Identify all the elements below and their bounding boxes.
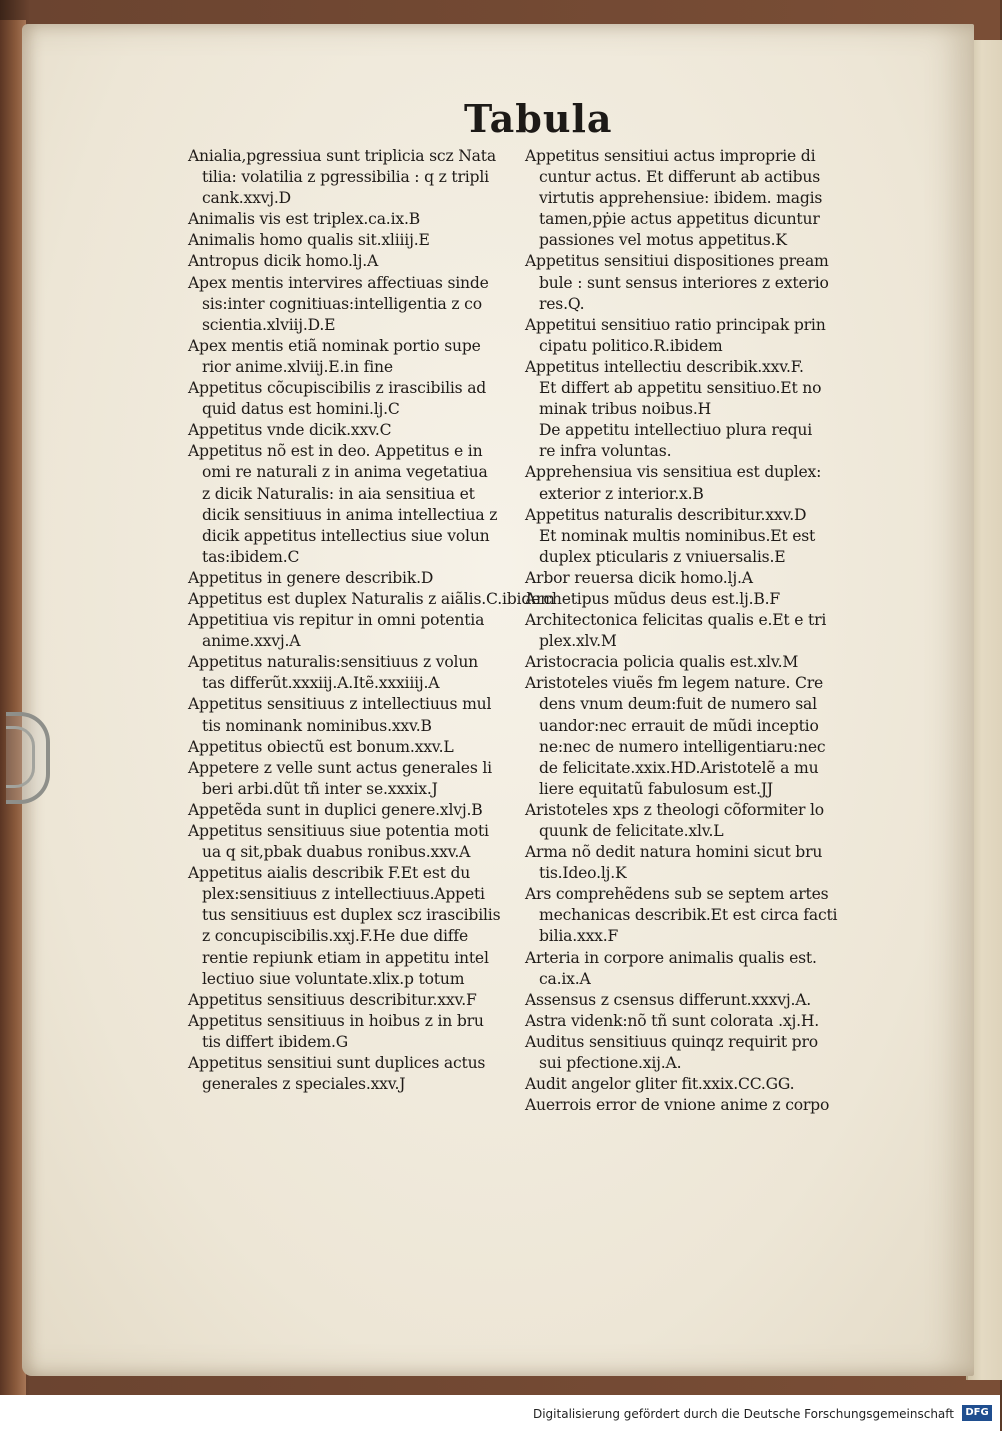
- index-entry: [188, 737, 518, 758]
- index-entry-line: virtutis apprehensiue: ibidem. magis: [539, 189, 823, 208]
- index-entry-line: dicik appetitus intellectius siue volun: [202, 526, 490, 545]
- index-entry-line: ua q sit,pbak duabus ronibus.xxv.A: [202, 843, 471, 862]
- index-entry: [525, 568, 865, 589]
- index-entry-line: Animalis vis est triplex.ca.ix.B: [188, 210, 420, 229]
- index-entry-line: Appetitus sensitiuus z intellectiuus mul: [188, 695, 492, 714]
- index-entry-line: quid datus est homini.lj.C: [202, 400, 400, 419]
- index-entry: [188, 336, 518, 378]
- index-entry-line: Aristocracia policia qualis est.xlv.M: [525, 653, 799, 672]
- index-entry-line: Appetitiua vis repitur in omni potentia: [188, 611, 485, 630]
- index-entry: [525, 146, 865, 251]
- index-entry-line: Et differt ab appetitu sensitiuo.Et no: [539, 379, 822, 398]
- index-entry-line: Assensus z csensus differunt.xxxvj.A.: [525, 990, 812, 1009]
- index-entry-line: Appetitus cõcupiscibilis z irascibilis ad: [188, 379, 487, 398]
- index-entry-line: de felicitate.xxix.HD.Aristotelẽ a mu: [539, 758, 819, 777]
- index-entry-line: res.Q.: [539, 294, 585, 313]
- index-entry-line: tis nominank nominibus.xxv.B: [202, 716, 432, 735]
- index-entry-line: bule : sunt sensus interiores z exterio: [539, 273, 829, 292]
- index-entry-line: Appetitus naturalis:sensitiuus z volun: [188, 653, 479, 672]
- index-entry-line: Apex mentis etiã nominak portio supe: [188, 336, 481, 355]
- index-entry: [188, 420, 518, 441]
- dfg-logo: DFG: [962, 1405, 992, 1421]
- index-entry-line: tilia: volatilia z pgressibilia : q z tripli: [202, 168, 489, 187]
- index-entry-line: tamen,pṗie actus appetitus dicuntur: [539, 210, 820, 229]
- index-entry: [188, 146, 518, 209]
- index-entry-line: Arbor reuersa dicik homo.lj.A: [525, 568, 753, 587]
- index-entry: [525, 357, 865, 420]
- index-entry-line: dens vnum deum:fuit de numero sal: [539, 695, 817, 714]
- index-entry: [525, 990, 865, 1011]
- index-entry-line: lectiuo siue voluntate.xlix.p totum: [202, 969, 465, 988]
- index-entry-line: Audit angelor gliter fit.xxix.CC.GG.: [525, 1075, 795, 1094]
- index-column-left: [188, 146, 555, 1095]
- index-entry: [188, 694, 518, 736]
- paper-clip-inner: [6, 726, 35, 788]
- index-entry: [188, 273, 518, 336]
- index-entry-line: liere equitatũ fabulosum est.JJ: [539, 779, 773, 798]
- index-entry: [188, 1053, 518, 1095]
- index-entry-line: Antropus dicik homo.lj.A: [188, 252, 379, 271]
- index-entry: [188, 378, 518, 420]
- index-entry-line: Appetitus intellectiu describik.xxv.F.: [525, 357, 804, 376]
- index-entry-line: bilia.xxx.F: [539, 927, 619, 946]
- index-entry: [188, 990, 518, 1011]
- index-entry-line: ca.ix.A: [539, 969, 591, 988]
- index-entry-line: scientia.xlviij.D.E: [202, 315, 336, 334]
- index-entry-line: mechanicas describik.Et est circa facti: [539, 906, 838, 925]
- index-entry-line: Archetipus mũdus deus est.lj.B.F: [525, 589, 781, 608]
- index-entry-line: Arma nõ dedit natura homini sicut bru: [525, 843, 823, 862]
- index-entry-line: plex:sensitiuus z intellectiuus.Appeti: [202, 885, 485, 904]
- index-entry-line: plex.xlv.M: [539, 632, 617, 651]
- index-entry-line: cipatu politico.R.ibidem: [539, 336, 723, 355]
- index-entry-line: Appetitus in genere describik.D: [188, 568, 434, 587]
- index-entry: [525, 652, 865, 673]
- index-entry-line: Appetitus est duplex Naturalis z aiãlis.C.ibidem: [188, 589, 555, 608]
- index-entry-line: cank.xxvj.D: [202, 189, 291, 208]
- index-entry: [188, 589, 555, 610]
- index-entry-line: rior anime.xlviij.E.in fine: [202, 357, 393, 376]
- index-entry: [188, 209, 518, 230]
- index-entry-line: Apex mentis intervires affectiuas sinde: [188, 273, 489, 292]
- index-entry-line: Anialia,pgressiua sunt triplicia scz Nata: [188, 147, 496, 165]
- index-entry-line: uandor:nec errauit de mũdi inceptio: [539, 716, 819, 735]
- index-column-right: [525, 146, 865, 1116]
- index-entry-line: Aristoteles xps z theologi cõformiter lo: [525, 800, 824, 819]
- index-entry: [525, 1032, 865, 1074]
- index-entry: [188, 441, 518, 568]
- index-entry-line: Appetitus vnde dicik.xxv.C: [188, 421, 392, 440]
- index-entry-line: tus sensitiuus est duplex scz irascibilis: [202, 906, 501, 925]
- index-entry-line: minak tribus noibus.H: [539, 400, 712, 419]
- index-entry-line: z dicik Naturalis: in aia sensitiua et: [202, 484, 475, 503]
- index-entry: [525, 610, 865, 652]
- index-entry: [188, 821, 518, 863]
- index-entry: [525, 1011, 865, 1032]
- index-entry: [525, 251, 865, 314]
- index-entry-line: Animalis homo qualis sit.xliiij.E: [188, 231, 430, 250]
- footer-credit: Digitalisierung gefördert durch die Deutsche Forschungsgemeinschaft: [532, 1407, 954, 1421]
- index-entry-line: De appetitu intellectiuo plura requi: [539, 421, 813, 440]
- index-entry-line: tas:ibidem.C: [202, 547, 300, 566]
- index-entry-line: Astra videnk:nõ tñ sunt colorata .xj.H.: [525, 1011, 820, 1030]
- index-entry-line: generales z speciales.xxv.J: [202, 1075, 406, 1094]
- index-entry-line: Appetitus aialis describik F.Et est du: [188, 864, 471, 883]
- index-entry-line: Appetitus obiectũ est bonum.xxv.L: [188, 737, 454, 756]
- index-entry: [525, 315, 865, 357]
- index-entry: [525, 462, 865, 504]
- index-entry: [525, 420, 865, 462]
- index-entry-line: Appetitus sensitiuus in hoibus z in bru: [188, 1011, 484, 1030]
- index-entry: [188, 800, 518, 821]
- index-entry-line: sis:inter cognitiuas:intelligentia z co: [202, 294, 482, 313]
- index-entry-line: Appetitui sensitiuo ratio principak prin: [525, 315, 826, 334]
- index-entry-line: Appetitus sensitiuus siue potentia moti: [188, 822, 489, 840]
- index-entry-line: z concupiscibilis.xxj.F.He due diffe: [202, 927, 468, 946]
- index-entry-line: dicik sensitiuus in anima intellectiua z: [202, 505, 498, 524]
- index-entry: [525, 589, 865, 610]
- index-entry-line: Appetitus sensitiui dispositiones pream: [525, 252, 829, 271]
- index-entry: [525, 673, 865, 800]
- index-entry-line: Appetitus sensitiuus describitur.xxv.F: [188, 990, 477, 1009]
- index-entry-line: sui pfectione.xij.A.: [539, 1054, 682, 1073]
- index-entry-line: rentie repiunk etiam in appetitu intel: [202, 948, 489, 967]
- index-entry-line: quunk de felicitate.xlv.L: [539, 822, 724, 840]
- index-entry-line: Et nominak multis nominibus.Et est: [539, 526, 816, 545]
- index-entry-line: Appetere z velle sunt actus generales li: [188, 758, 492, 777]
- index-entry-line: Appetitus sensitiui sunt duplices actus: [188, 1054, 486, 1073]
- index-entry-line: passiones vel motus appetitus.K: [539, 231, 787, 250]
- index-entry: [188, 568, 518, 589]
- index-entry-line: tis.Ideo.lj.K: [539, 864, 627, 883]
- index-entry-line: re infra voluntas.: [539, 442, 672, 461]
- index-entry: [525, 800, 865, 842]
- index-entry: [525, 505, 865, 568]
- index-entry-line: omi re naturali z in anima vegetatiua: [202, 463, 488, 482]
- index-entry-line: Arteria in corpore animalis qualis est.: [525, 948, 817, 967]
- index-entry-line: Aristoteles viuẽs fm legem nature. Cre: [525, 674, 824, 693]
- index-entry-line: Appetitus sensitiui actus improprie di: [525, 147, 816, 165]
- index-entry: [188, 610, 518, 652]
- index-entry-line: ne:nec de numero intelligentiaru:nec: [539, 737, 826, 756]
- page-title: Tabula: [464, 96, 613, 141]
- index-entry-line: exterior z interior.x.B: [539, 484, 704, 503]
- index-entry: [188, 758, 518, 800]
- index-entry-line: Apprehensiua vis sensitiua est duplex:: [525, 463, 822, 482]
- index-entry-line: Appetitus naturalis describitur.xxv.D: [525, 505, 807, 524]
- index-entry: [525, 1074, 865, 1095]
- index-entry-line: Appetẽda sunt in duplici genere.xlvj.B: [188, 800, 483, 819]
- index-entry-line: cuntur actus. Et differunt ab actibus: [539, 168, 821, 187]
- index-entry-line: Appetitus nõ est in deo. Appetitus e in: [188, 442, 483, 461]
- index-entry: [188, 251, 518, 272]
- index-entry: [188, 652, 518, 694]
- index-entry-line: tis differt ibidem.G: [202, 1032, 348, 1051]
- index-entry-line: duplex pticularis z vniuersalis.E: [539, 547, 786, 566]
- index-entry-line: Auerrois error de vnione anime z corpo: [525, 1096, 830, 1115]
- index-entry-line: beri arbi.dũt tñ inter se.xxxix.J: [202, 779, 438, 798]
- index-entry: [525, 842, 865, 884]
- index-entry: [188, 230, 518, 251]
- index-entry-line: anime.xxvj.A: [202, 632, 301, 651]
- index-entry: [525, 884, 865, 947]
- index-entry: [525, 1095, 865, 1116]
- index-entry: [188, 863, 518, 990]
- index-entry-line: tas differũt.xxxiij.A.Itẽ.xxxiiij.A: [202, 674, 440, 693]
- index-entry-line: Architectonica felicitas qualis e.Et e tri: [525, 611, 827, 630]
- index-entry-line: Ars comprehẽdens sub se septem artes: [525, 885, 829, 904]
- index-entry-line: Auditus sensitiuus quinqz requirit pro: [525, 1032, 818, 1051]
- index-entry: [188, 1011, 518, 1053]
- index-entry: [525, 948, 865, 990]
